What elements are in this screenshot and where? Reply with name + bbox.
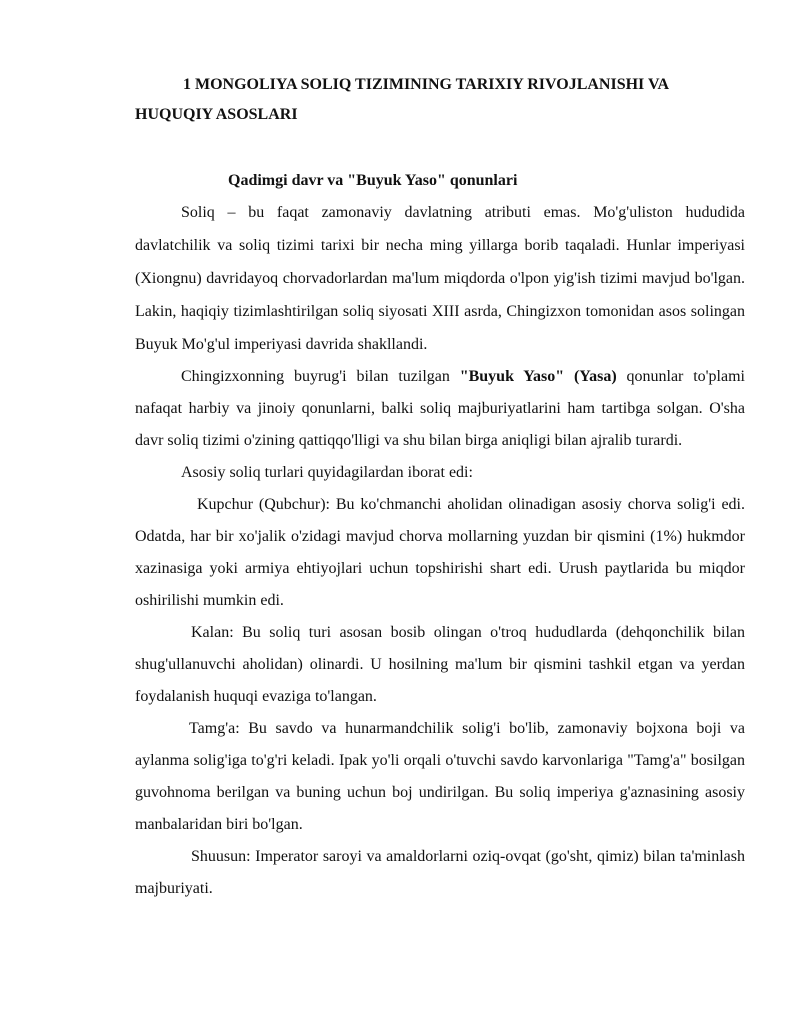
tax-item-kalan: Kalan: Bu soliq turi asosan bosib olingan o'troq hududlarda (dehqonchilik bilan shug'ullanuvchi aholidan) olinardi. U hosilning ma'lum bir qismini tashkil etgan va yerdan foydalanish huquqi evaziga to'langan.: [135, 624, 745, 705]
paragraph-yasa: [135, 361, 745, 457]
tax-item-shuusun: Shuusun: Imperator saroyi va amaldorlarni oziq-ovqat (go'sht, qimiz) bilan ta'minlash majburiyati.: [135, 848, 745, 897]
paragraph-yasa-text-start: Chingizxonning buyrug'i bilan tuzilgan: [181, 368, 460, 385]
paragraph-yasa-text-end: qonunlar to'plami nafaqat harbiy va jinoiy qonunlarni, balki soliq majburiyatlarini ham tartibga solgan. O'sha davr soliq tizimi o'zining qattiqqo'lligi va shu bilan birga aniqligi bilan ajralib turardi.: [135, 368, 745, 449]
paragraph-intro: Soliq – bu faqat zamonaviy davlatning atributi emas. Mo'g'uliston hududida davlatchilik va soliq tizimi tarixi bir necha ming yillarga borib taqaladi. Hunlar imperiyasi (Xiongnu) davridayoq chorvadorlardan ma'lum miqdorda o'lpon yig'ish tizimi mavjud bo'lgan. Lakin, haqiqiy tizimlashtirilgan soliq siyosati XIII asrda, Chingizxon tomonidan asos solingan Buyuk Mo'g'ul imperiyasi davrida shakllandi.: [135, 204, 745, 353]
yasa-bold-term: "Buyuk Yaso" (Yasa): [459, 368, 617, 385]
document-page: [135, 70, 745, 905]
tax-item-tamga: Tamg'a: Bu savdo va hunarmandchilik solig'i bo'lib, zamonaviy bojxona boji va aylanma solig'iga to'g'ri keladi. Ipak yo'li orqali o'tuvchi savdo karvonlariga "Tamg'a" bosilgan guvohnoma berilgan va buning uchun boj undirilgan. Bu soliq imperiya g'aznasining asosiy manbalaridan biri bo'lgan.: [135, 720, 745, 833]
chapter-title: 1 MONGOLIYA SOLIQ TIZIMINING TARIXIY RIVOJLANISHI VA HUQUQIY ASOSLARI: [135, 76, 669, 123]
tax-item-kupchur: Kupchur (Qubchur): Bu ko'chmanchi aholidan olinadigan asosiy chorva solig'i edi. Odatda, har bir xo'jalik o'zidagi mavjud chorva mollarning yuzdan bir qismini (1%) hukmdor xazinasiga yoki armiya ehtiyojlari uchun topshirishi shart edi. Urush paytlarida bu miqdor oshirilishi mumkin edi.: [135, 496, 745, 609]
list-intro: Asosiy soliq turlari quyidagilardan iborat edi:: [181, 464, 473, 481]
section-subtitle: Qadimgi davr va "Buyuk Yaso" qonunlari: [228, 172, 518, 189]
